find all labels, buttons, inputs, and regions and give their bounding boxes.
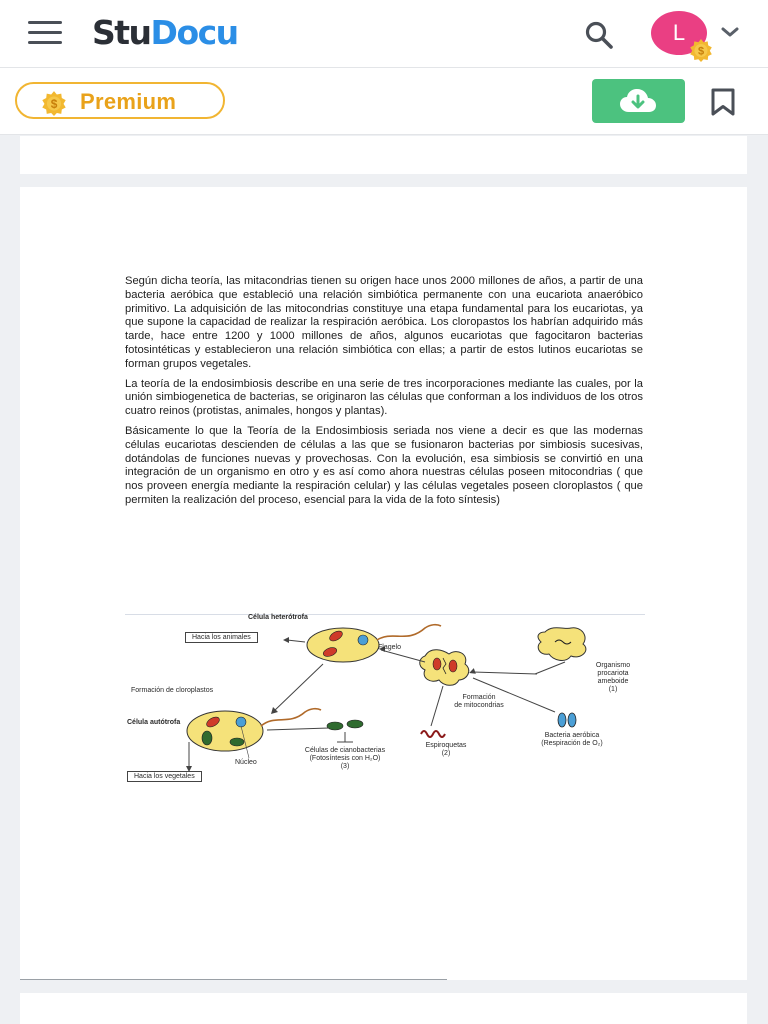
figure-label-line: (1): [608, 686, 618, 693]
document-toolbar: [0, 68, 768, 135]
figure-label-autotrophic-cell: Célula autótrofa: [127, 719, 181, 726]
figure-label-amoeboid: [585, 662, 641, 694]
coin-icon: [41, 90, 67, 116]
figure-label-line: (3): [340, 763, 350, 770]
endosymbiosis-figure: [125, 614, 645, 792]
studocu-logo[interactable]: [92, 13, 238, 52]
figure-label-aerobic-bacteria: [527, 732, 617, 748]
document-body: [125, 275, 643, 514]
top-navigation-bar: [0, 0, 768, 68]
document-page-previous: [20, 136, 747, 174]
figure-label-line: Organismo: [595, 662, 631, 669]
coin-icon: [689, 38, 713, 62]
figure-label-spirochetes: [419, 742, 473, 758]
figure-label-line: Espiroquetas: [425, 742, 467, 749]
paragraph: La teoría de la endosimbiosis describe en una serie de tres incorporaciones mediante las cuales, por la unión simbiogenetica de bacterias, se originaron las células que conforman a los individuos de los otros cuatro reinos (protistas, animales, hongos y plantas).: [125, 377, 643, 418]
figure-label-line: Células de cianobacterias: [304, 747, 386, 754]
figure-label-nucleus: Núcleo: [235, 759, 257, 766]
figure-label-line: Formación: [462, 694, 496, 701]
logo-text-stu: Stu: [92, 13, 151, 52]
svg-text:$: $: [697, 45, 705, 58]
figure-label-line: de mitocondrias: [454, 702, 504, 709]
premium-button[interactable]: [15, 82, 225, 119]
figure-box-to-animals: Hacia los animales: [185, 632, 258, 643]
figure-label-line: (Respiración de O₂): [541, 740, 603, 747]
document-page: [20, 187, 747, 980]
svg-text:$: $: [50, 96, 58, 111]
figure-label-flagellum: Flagelo: [378, 644, 401, 651]
figure-label-mitochondria-formation: [441, 694, 517, 710]
document-page-next: [20, 993, 747, 1024]
figure-label-line: Bacteria aeróbica: [544, 732, 600, 739]
figure-label-line: (Fotosíntesis con H₂O): [309, 755, 381, 762]
bookmark-icon[interactable]: [710, 88, 736, 116]
figure-label-cyanobacteria: [293, 747, 397, 771]
paragraph: Según dicha teoría, las mitacondrias tienen su origen hace unos 2000 millones de años, a partir de una bacteria aeróbica que estableció una relación simbiótica permanente con una eucariota anaeróbico primitivo. La adquisición de las mitocondrias constituye una etapa fundamental para los eucariotas, ya que supone la capacidad de realizar la respiración aeróbica. Los cloropastos los habrían adquirido más tarde, hace entre 1200 y 1000 millones de años, algunos eucariotas que fagocitaron bacterias fotosintéticas y establecieron una relación simbiótica con ellas; a partir de estos lutinos eucariotas se forman grupos vegetales.: [125, 275, 643, 370]
figure-label-line: ameboide: [597, 678, 629, 685]
download-button[interactable]: [592, 79, 685, 123]
figure-label-line: procariota: [597, 670, 629, 677]
user-avatar[interactable]: L: [651, 11, 707, 55]
paragraph: Básicamente lo que la Teoría de la Endosimbiosis seriada nos viene a decir es que las modernas células eucariotas descienden de células a las que se fusionaron bacterias por simbiosis sucesivas, dotándolas de funciones nuevas y provechosas. Con la evolución, esa simbiosis se convirtió en una integración de un organismo en otro y es así como ahora nuestras células poseen mitocondrias ( que nos proveen energía mediante la respiración celular) y las células vegetales poseen cloroplastos ( que permiten la realización del proceso, esencial para la vida de la foto síntesis): [125, 424, 643, 506]
hamburger-icon[interactable]: [28, 21, 62, 45]
figure-box-to-plants: Hacia los vegetales: [127, 771, 202, 782]
page-divider: [20, 979, 447, 980]
chevron-down-icon[interactable]: [720, 24, 740, 40]
logo-text-docu: Docu: [150, 13, 238, 52]
cloud-download-icon: [619, 88, 657, 114]
figure-label-line: (2): [441, 750, 451, 757]
figure-label-chloroplast-formation: Formación de cloroplastos: [131, 687, 214, 694]
premium-label: Premium: [80, 89, 177, 114]
search-icon[interactable]: [582, 18, 616, 52]
figure-label-heterotrophic-cell: Célula heterótrofa: [248, 614, 308, 621]
